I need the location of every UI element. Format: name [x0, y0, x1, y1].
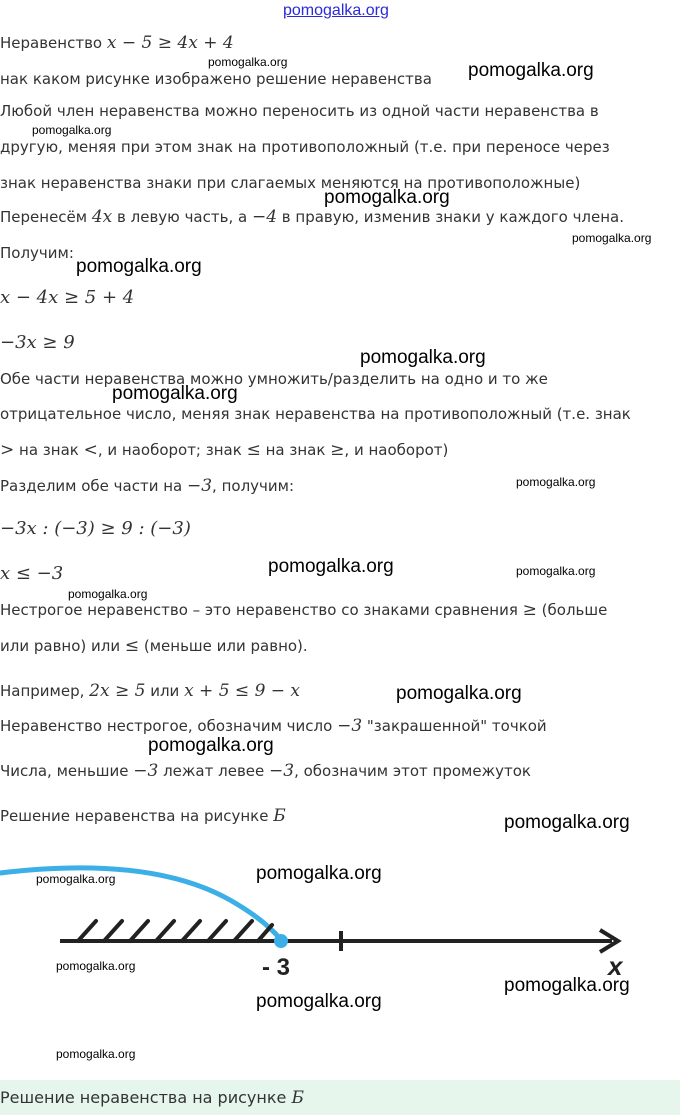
watermark: pomogalka.org	[572, 231, 652, 245]
example-line	[0, 681, 300, 701]
answer-text: Решение неравенства на рисунке	[0, 1088, 292, 1107]
interval-line	[0, 761, 531, 781]
watermark: pomogalka.org	[516, 475, 596, 489]
transfer-math-2: −4	[251, 207, 278, 227]
watermark: pomogalka.org	[468, 60, 594, 81]
solution-letter: Б	[273, 806, 286, 826]
answer-letter: Б	[291, 1088, 304, 1108]
watermark: pomogalka.org	[360, 347, 486, 368]
interval-math-2: −3	[269, 761, 295, 781]
watermark: pomogalka.org	[268, 556, 394, 577]
sign-gt: >	[0, 440, 15, 460]
nonstrict-math-le: ≤	[124, 636, 140, 656]
hatching	[78, 921, 272, 941]
divide-math: −3	[186, 476, 213, 496]
site-link[interactable]: pomogalka.org	[283, 2, 389, 19]
sign-text-b: , и наоборот; знак	[97, 441, 247, 459]
watermark: pomogalka.org	[256, 991, 382, 1012]
answer-line	[0, 1088, 304, 1108]
filled-text-a: Неравенство нестрогое, обозначим число	[0, 717, 338, 735]
rule-line-3: знак неравенства знаки при слагаемых меняются на противоположные)	[0, 174, 581, 192]
watermark: pomogalka.org	[112, 383, 238, 404]
nonstrict-text-b: (больше	[536, 601, 608, 619]
watermark: pomogalka.org	[56, 1047, 136, 1061]
multiply-rule-line-1: Обе части неравенства можно умножить/разделить на одно и то же	[0, 370, 548, 388]
filled-math: −3	[337, 716, 363, 736]
divide-line	[0, 476, 294, 496]
sign-text-a: на знак	[14, 441, 84, 459]
sign-le: ≤	[246, 440, 261, 460]
answer-box	[0, 1080, 680, 1115]
problem-statement	[0, 33, 234, 53]
transfer-math-1: 4x	[91, 207, 113, 227]
example-text-a: Например,	[0, 682, 90, 700]
watermark: pomogalka.org	[396, 683, 522, 704]
sign-text-d: , и наоборот)	[344, 441, 449, 459]
solution-text: Решение неравенства на рисунке	[0, 807, 274, 825]
sign-text-c: на знак	[260, 441, 331, 459]
watermark: pomogalka.org	[76, 256, 202, 277]
nonstrict-def-line-1	[0, 600, 607, 620]
axis-label: x	[608, 951, 623, 981]
filled-point-line	[0, 716, 547, 736]
watermark: pomogalka.org	[32, 123, 112, 137]
watermark: pomogalka.org	[208, 55, 288, 69]
nonstrict-text-c: или равно) или	[0, 637, 125, 655]
sign-lt: <	[83, 440, 98, 460]
interval-text-b: лежат левее	[158, 762, 270, 780]
filled-text-b: "закрашенной" точкой	[362, 717, 547, 735]
transfer-line	[0, 207, 624, 227]
watermark: pomogalka.org	[516, 564, 596, 578]
divide-text-b: , получим:	[212, 477, 295, 495]
multiply-rule-line-3	[0, 440, 448, 460]
equation-1: x − 4x ≥ 5 + 4	[0, 287, 135, 308]
sign-ge: ≥	[330, 440, 345, 460]
interval-text-a: Числа, меньшие	[0, 762, 134, 780]
watermark: pomogalka.org	[256, 863, 382, 884]
filled-point	[274, 934, 288, 948]
question-line: нак каком рисунке изображено решение неравенства	[0, 70, 432, 88]
example-math-1: 2x ≥ 5	[89, 681, 146, 701]
example-math-2: x + 5 ≤ 9 − x	[184, 681, 301, 701]
nonstrict-def-line-2	[0, 636, 308, 656]
transfer-text-c: в правую, изменив знаки у каждого члена.	[277, 208, 625, 226]
example-text-b: или	[145, 682, 185, 700]
rule-line-1: Любой член неравенства можно переносить из одной части неравенства в	[0, 102, 599, 120]
watermark: pomogalka.org	[504, 975, 630, 996]
equation-2: −3x ≥ 9	[0, 332, 75, 353]
nonstrict-text-d: (меньше или равно).	[139, 637, 308, 655]
nonstrict-math-ge: ≥	[522, 600, 537, 620]
nonstrict-text-a: Нестрогое неравенство – это неравенство со знаками сравнения	[0, 601, 523, 619]
watermark: pomogalka.org	[36, 872, 116, 886]
watermark: pomogalka.org	[324, 187, 450, 208]
interval-math-1: −3	[133, 761, 159, 781]
watermark: pomogalka.org	[56, 959, 136, 973]
transfer-text-a: Перенесём	[0, 208, 92, 226]
problem-text: Неравенство	[0, 34, 107, 52]
watermark: pomogalka.org	[148, 735, 274, 756]
transfer-text-b: в левую часть, а	[112, 208, 252, 226]
solution-line	[0, 806, 286, 826]
point-label: - 3	[262, 954, 291, 981]
watermark: pomogalka.org	[68, 587, 148, 601]
problem-inequality: x − 5 ≥ 4x + 4	[106, 33, 234, 53]
rule-line-2: другую, меняя при этом знак на противоположный (т.е. при переносе через	[0, 138, 610, 156]
equation-3: −3x : (−3) ≥ 9 : (−3)	[0, 518, 191, 539]
watermark: pomogalka.org	[504, 812, 630, 833]
multiply-rule-line-2: отрицательное число, меняя знак неравенства на противоположный (т.е. знак	[0, 405, 631, 423]
equation-4: x ≤ −3	[0, 563, 64, 584]
interval-text-c: , обозначим этот промежуток	[294, 762, 531, 780]
obtain-line: Получим:	[0, 244, 74, 262]
divide-text-a: Разделим обе части на	[0, 477, 187, 495]
